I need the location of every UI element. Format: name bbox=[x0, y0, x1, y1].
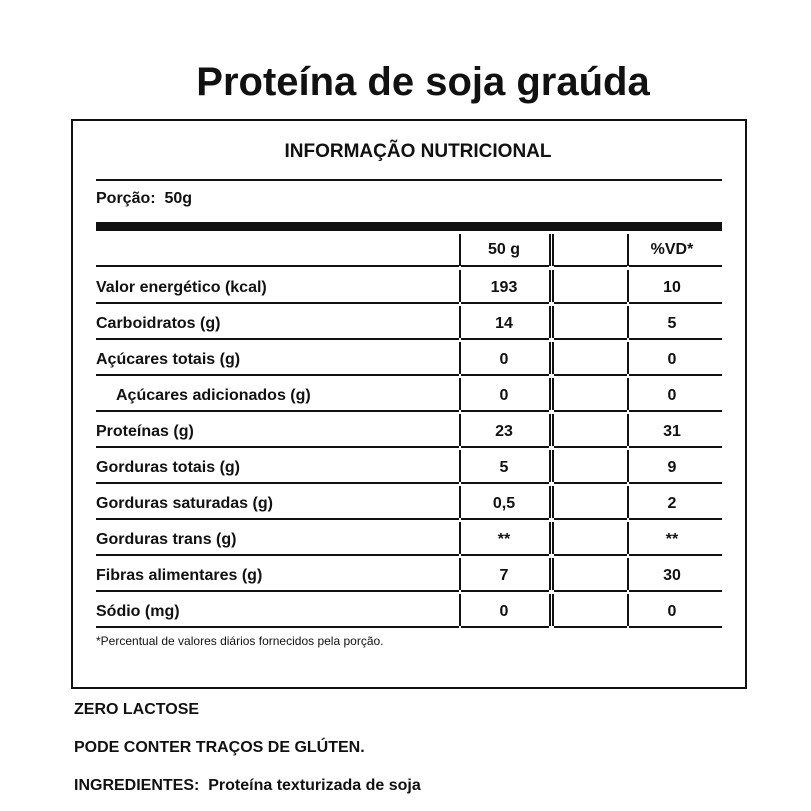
amount-value: 193 bbox=[490, 279, 518, 296]
nutrient-label: Valor energético (kcal) bbox=[96, 279, 267, 296]
nutrition-panel-title: INFORMAÇÃO NUTRICIONAL bbox=[284, 141, 552, 162]
row-divider bbox=[629, 518, 722, 520]
column-separator bbox=[552, 378, 554, 410]
row-divider bbox=[96, 482, 459, 484]
lactose-note: ZERO LACTOSE bbox=[74, 701, 200, 718]
nutrient-label: Gorduras trans (g) bbox=[96, 531, 237, 548]
column-separator bbox=[549, 594, 551, 626]
column-separator bbox=[552, 414, 554, 446]
column-separator bbox=[552, 594, 554, 626]
column-separator bbox=[552, 270, 554, 302]
row-divider bbox=[96, 338, 459, 340]
column-separator bbox=[549, 234, 551, 266]
row-divider bbox=[96, 590, 459, 592]
row-divider bbox=[461, 446, 549, 448]
row-divider bbox=[96, 374, 459, 376]
row-divider bbox=[554, 265, 627, 267]
row-divider bbox=[461, 518, 549, 520]
column-separator bbox=[549, 450, 551, 482]
row-divider bbox=[629, 554, 722, 556]
nutrient-label: Açúcares adicionados (g) bbox=[116, 387, 311, 404]
row-divider bbox=[461, 410, 549, 412]
column-separator bbox=[549, 378, 551, 410]
nutrient-label: Carboidratos (g) bbox=[96, 315, 221, 332]
vd-value: 9 bbox=[667, 459, 677, 476]
vd-value: 30 bbox=[663, 567, 681, 584]
row-divider bbox=[554, 374, 627, 376]
amount-value: 0 bbox=[499, 351, 509, 368]
row-divider bbox=[629, 446, 722, 448]
vd-value: 5 bbox=[667, 315, 677, 332]
amount-value: 14 bbox=[495, 315, 513, 332]
row-divider bbox=[96, 446, 459, 448]
row-divider bbox=[629, 338, 722, 340]
amount-value: ** bbox=[497, 531, 511, 548]
row-divider bbox=[629, 626, 722, 628]
row-divider bbox=[461, 554, 549, 556]
portion-size: Porção: 50g bbox=[96, 190, 193, 207]
column-separator bbox=[549, 342, 551, 374]
nutrient-label: Sódio (mg) bbox=[96, 603, 180, 620]
ingredients-note: INGREDIENTES: Proteína texturizada de soja bbox=[74, 777, 421, 794]
row-divider bbox=[461, 590, 549, 592]
amount-value: 7 bbox=[499, 567, 509, 584]
row-divider bbox=[629, 302, 722, 304]
row-divider bbox=[461, 338, 549, 340]
row-divider bbox=[461, 374, 549, 376]
nutrient-label: Gorduras totais (g) bbox=[96, 459, 241, 476]
row-divider bbox=[554, 626, 627, 628]
amount-value: 5 bbox=[499, 459, 509, 476]
row-divider bbox=[554, 554, 627, 556]
footnote: *Percentual de valores diários fornecidos pela porção. bbox=[96, 634, 384, 648]
column-separator bbox=[549, 522, 551, 554]
column-separator bbox=[552, 450, 554, 482]
row-divider bbox=[461, 302, 549, 304]
column-separator bbox=[552, 522, 554, 554]
column-header-vd: %VD* bbox=[650, 241, 694, 258]
row-divider bbox=[461, 482, 549, 484]
nutrient-label: Fibras alimentares (g) bbox=[96, 567, 263, 584]
column-separator bbox=[552, 342, 554, 374]
row-divider bbox=[96, 265, 459, 267]
column-separator bbox=[552, 486, 554, 518]
vd-value: 0 bbox=[667, 351, 677, 368]
vd-value: ** bbox=[665, 531, 679, 548]
portion-divider bbox=[96, 222, 722, 231]
row-divider bbox=[554, 302, 627, 304]
row-divider bbox=[96, 410, 459, 412]
vd-value: 10 bbox=[663, 279, 681, 296]
row-divider bbox=[629, 410, 722, 412]
row-divider bbox=[629, 374, 722, 376]
amount-value: 0 bbox=[499, 387, 509, 404]
column-separator bbox=[549, 414, 551, 446]
row-divider bbox=[554, 338, 627, 340]
row-divider bbox=[96, 518, 459, 520]
row-divider bbox=[554, 482, 627, 484]
column-header-amount: 50 g bbox=[487, 241, 520, 258]
row-divider bbox=[554, 518, 627, 520]
vd-value: 31 bbox=[663, 423, 681, 440]
row-divider bbox=[96, 302, 459, 304]
vd-value: 0 bbox=[667, 603, 677, 620]
row-divider bbox=[461, 626, 549, 628]
row-divider bbox=[554, 446, 627, 448]
column-separator bbox=[549, 558, 551, 590]
vd-value: 2 bbox=[667, 495, 677, 512]
row-divider bbox=[96, 626, 459, 628]
gluten-note: PODE CONTER TRAÇOS DE GLÚTEN. bbox=[74, 739, 365, 756]
column-separator bbox=[552, 306, 554, 338]
row-divider bbox=[96, 554, 459, 556]
row-divider bbox=[629, 590, 722, 592]
nutrient-label: Açúcares totais (g) bbox=[96, 351, 241, 368]
product-title: Proteína de soja graúda bbox=[196, 60, 650, 104]
row-divider bbox=[554, 410, 627, 412]
row-divider bbox=[629, 265, 722, 267]
column-separator bbox=[552, 558, 554, 590]
amount-value: 0 bbox=[499, 603, 509, 620]
column-separator bbox=[549, 270, 551, 302]
row-divider bbox=[461, 265, 549, 267]
nutrient-label: Gorduras saturadas (g) bbox=[96, 495, 273, 512]
column-separator bbox=[549, 486, 551, 518]
amount-value: 0,5 bbox=[492, 495, 516, 512]
header-divider bbox=[96, 179, 722, 181]
column-separator bbox=[549, 306, 551, 338]
row-divider bbox=[554, 590, 627, 592]
column-separator bbox=[552, 234, 554, 266]
vd-value: 0 bbox=[667, 387, 677, 404]
row-divider bbox=[629, 482, 722, 484]
nutrient-label: Proteínas (g) bbox=[96, 423, 194, 440]
amount-value: 23 bbox=[495, 423, 513, 440]
